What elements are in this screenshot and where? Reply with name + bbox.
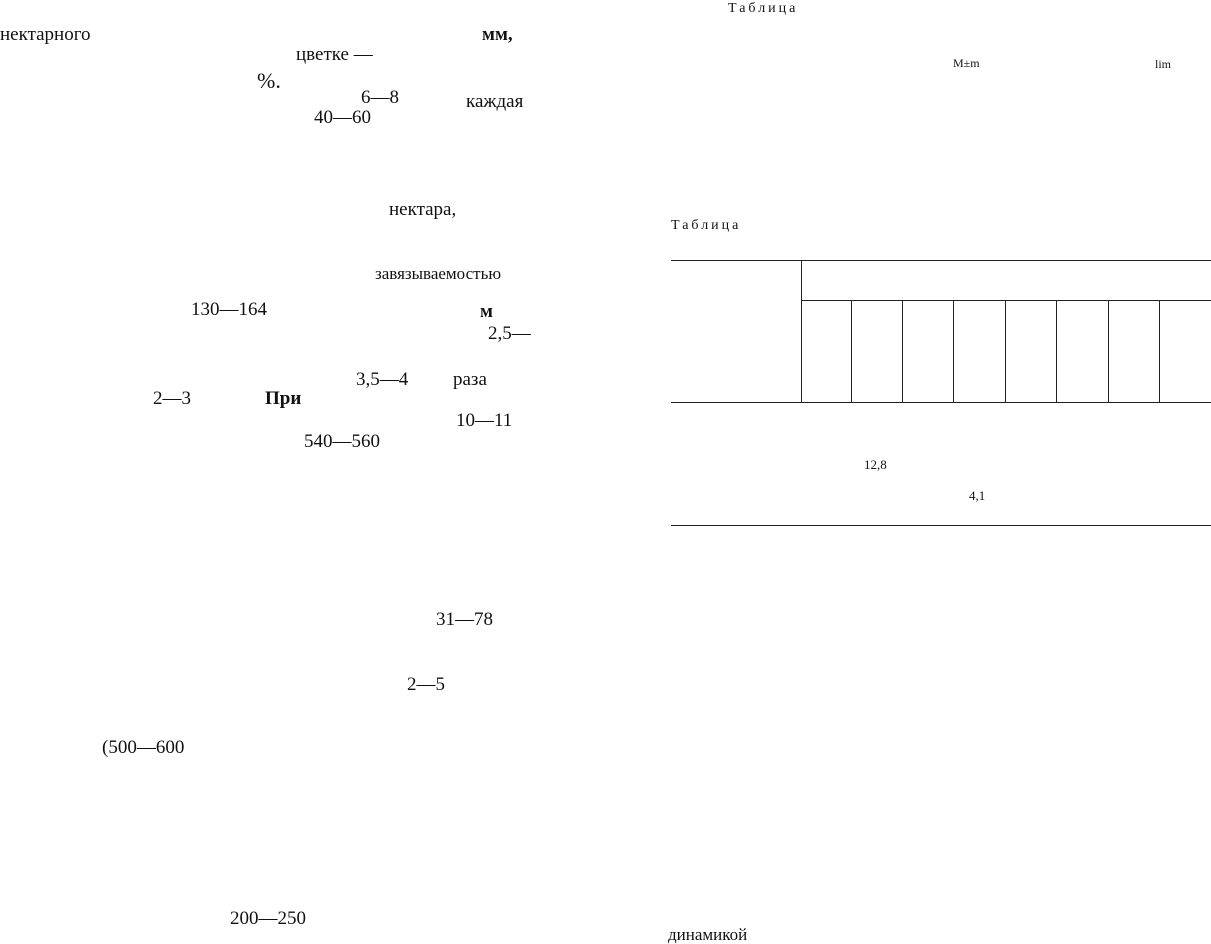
text-fragment: 10—11 bbox=[456, 410, 513, 431]
text-fragment: 200—250 bbox=[230, 908, 306, 929]
text-fragment: каждая bbox=[466, 91, 524, 112]
text-fragment: динамикой bbox=[668, 925, 748, 944]
text-fragment: 3,5—4 bbox=[356, 369, 409, 390]
stat-label-lim: lim bbox=[1155, 57, 1172, 71]
text-fragment: раза bbox=[453, 369, 487, 390]
text-fragment: 6—8 bbox=[361, 87, 399, 108]
table-cell: 12,8 bbox=[864, 457, 887, 472]
table-rule-subheader bbox=[801, 300, 1211, 301]
table-cell: 4,1 bbox=[969, 488, 986, 503]
table-divider bbox=[1056, 300, 1057, 402]
table-rule-header-bottom bbox=[671, 402, 1211, 403]
table-divider bbox=[801, 260, 802, 402]
table-caption: Таблица bbox=[671, 218, 742, 233]
table-rule-top bbox=[671, 260, 1211, 261]
text-fragment: нектара, bbox=[389, 199, 457, 220]
table-divider bbox=[851, 300, 852, 402]
text-fragment: завязываемостью bbox=[375, 264, 502, 283]
table-divider bbox=[1159, 300, 1160, 402]
text-fragment: При bbox=[265, 388, 302, 409]
table-caption-top: Таблица bbox=[728, 1, 799, 16]
stat-label-mean: M±m bbox=[953, 56, 980, 70]
text-fragment: цветке — bbox=[296, 44, 373, 65]
text-fragment: 40—60 bbox=[314, 107, 371, 128]
table-divider bbox=[953, 300, 954, 402]
text-fragment: мм, bbox=[482, 24, 513, 45]
text-fragment: 540—560 bbox=[304, 431, 380, 452]
table-divider bbox=[1005, 300, 1006, 402]
text-fragment: 2—3 bbox=[153, 388, 191, 409]
table-rule-bottom bbox=[671, 525, 1211, 526]
text-fragment: м bbox=[480, 301, 493, 322]
table-divider bbox=[902, 300, 903, 402]
text-fragment: 31—78 bbox=[436, 609, 493, 630]
text-fragment: (500—600 bbox=[102, 737, 185, 758]
text-fragment: %. bbox=[257, 68, 281, 93]
text-fragment: 2—5 bbox=[407, 674, 445, 695]
text-fragment: 2,5— bbox=[488, 323, 531, 344]
table-divider bbox=[1108, 300, 1109, 402]
text-fragment: нектарного bbox=[0, 24, 91, 45]
text-fragment: 130—164 bbox=[191, 299, 267, 320]
